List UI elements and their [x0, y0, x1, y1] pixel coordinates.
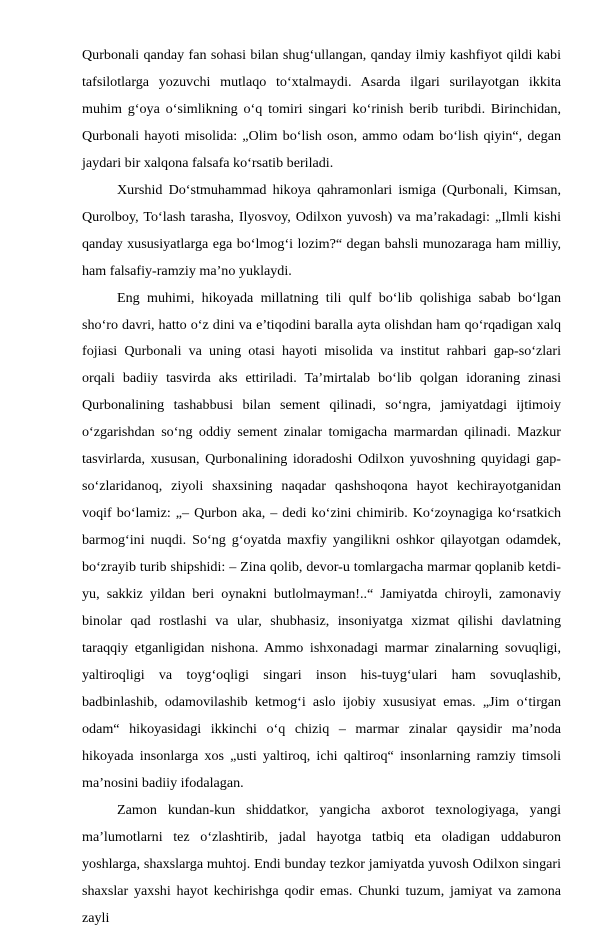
paragraph-2: Xurshid Do‘stmuhammad hikoya qahramonlari ismiga (Qurbonali, Kimsan, Qurolboy, To‘lash tarasha, Ilyosvoy, Odilxon yuvosh) va ma’rakadagi: „Ilmli kishi qanday xususiyatlarga ega bo‘lmog‘i lozim?“ degan bahsli munozaraga ham milliy, ham falsafiy-ramziy ma’no yuklaydi.	[82, 181, 561, 279]
document-page	[82, 42, 561, 931]
paragraph-1: Qurbonali qanday fan sohasi bilan shug‘ullangan, qanday ilmiy kashfiyot qildi kabi tafsilotlarga yozuvchi mutlaqo to‘xtalmaydi. Asarda ilgari surilayotgan ikkita muhim g‘oya o‘simlikning o‘q tomiri singari ko‘rinish berib turibdi. Birinchidan, Qurbonali hayoti misolida: „Olim bo‘lish oson, ammo odam bo‘lish qiyin“, degan jaydari bir xalqona falsafa ko‘rsatib beriladi.	[82, 47, 561, 171]
paragraph-3: Eng muhimi, hikoyada millatning tili qulf bo‘lib qolishiga sabab bo‘lgan sho‘ro davri, hatto o‘z dini va e’tiqodini baralla ayta olishdan ham qo‘rqadigan xalq fojiasi Qurbonali va uning otasi hayoti misolida va institut rahbari gap-so‘zlari orqali badiiy tasvirda aks ettiriladi. Ta’mirtalab bo‘lib qolgan idoraning zinasi Qurbonalining tashabbusi bilan sement qilinadi, so‘ngra, jamiyatdagi ijtimoiy o‘zgarishdan so‘ng oddiy sement zinalar tomigacha marmardan qilinadi. Mazkur tasvirlarda, xususan, Qurbonalining idoradoshi Odilxon yuvoshning quyidagi gap-so‘zlaridanoq, ziyoli shaxsining naqadar qashshoqona hayot kechirayotganidan voqif bo‘lamiz: „– Qurbon aka, – dedi ko‘zini chimirib. Ko‘zoynagiga ko‘rsatkich barmog‘ini nuqdi. So‘ng g‘oyatda maxfiy yangilikni oshkor qilayotgan odamdek, bo‘zrayib turib shipshidi: – Zina qolib, devor-u tomlargacha marmar qoplanib ketdi-yu, sakkiz yildan beri oynakni butlolmayman!..“ Jamiyatda chiroyli, zamonaviy binolar qad rostlashi va ular, shubhasiz, insoniyatga xizmat qilishi davlatning taraqqiy etganligidan nishona. Ammo ishxonadagi marmar zinalarning sovuqligi, yaltiroqligi va toyg‘oqligi singari inson his-tuyg‘ulari ham sovuqlashib, badbinlashib, odamovilashib ketmog‘i aslo ijobiy xususiyat emas. „Jim o‘tirgan odam“ hikoyasidagi ikkinchi o‘q chiziq – marmar zinalar qaysidir ma’noda hikoyada insonlarga xos „usti yaltiroq, ichi qaltiroq“ insonlarning ramziy timsoli ma’nosini badiiy ifodalagan.	[82, 289, 561, 791]
paragraph-4: Zamon kundan-kun shiddatkor, yangicha axborot texnologiyaga, yangi ma’lumotlarni tez o‘zlashtirib, jadal hayotga tatbiq eta oladigan uddaburon yoshlarga, shaxslarga muhtoj. Endi bunday tezkor jamiyatda yuvosh Odilxon singari shaxslar yaxshi hayot kechirishga qodir emas. Chunki tuzum, jamiyat va zamona zayli	[82, 801, 561, 926]
